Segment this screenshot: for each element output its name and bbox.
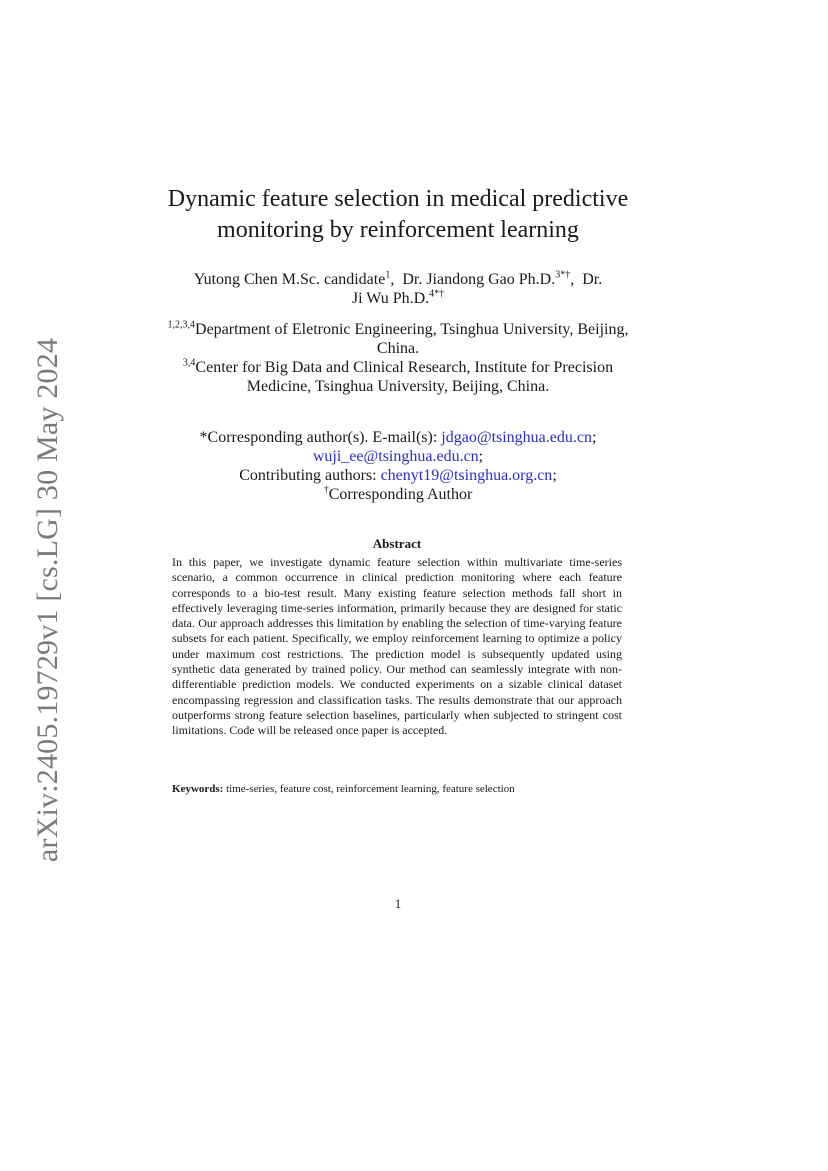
affiliation-1-text: Department of Eletronic Engineering, Tsinghua University, Beijing, China. xyxy=(195,321,629,357)
dagger-note: Corresponding Author xyxy=(328,486,473,503)
correspondence-line-3: Contributing authors: chenyt19@tsinghua.org.cn; xyxy=(239,467,557,484)
affiliation-2-text: Center for Big Data and Clinical Research, Institute for Precision Medicine, Tsinghua University, Beijing, China. xyxy=(195,359,614,395)
page-number: 1 xyxy=(394,896,402,911)
author-3-name: Ji Wu Ph.D. xyxy=(351,290,430,307)
paper-title xyxy=(130,184,666,246)
author-3-affil-mark: 4*† xyxy=(429,288,445,300)
contributing-authors-label: Contributing authors: xyxy=(239,467,377,484)
affiliation-list xyxy=(150,320,646,396)
keywords-text: time-series, feature cost, reinforcement learning, feature selection xyxy=(226,783,515,795)
abstract-heading: Abstract xyxy=(372,536,422,551)
keywords-line xyxy=(172,782,622,797)
correspondence-line-2: wuji_ee@tsinghua.edu.cn; xyxy=(312,448,484,465)
paper-title-line-2: monitoring by reinforcement learning xyxy=(217,217,579,243)
correspondence-label: *Corresponding author(s). E-mail(s): xyxy=(199,429,438,446)
affiliation-1 xyxy=(150,320,646,358)
affiliation-2-mark: 3,4 xyxy=(182,357,196,369)
correspondence-block xyxy=(150,428,646,504)
affiliation-1-mark: 1,2,3,4 xyxy=(167,319,196,331)
email-link-wuji[interactable]: wuji_ee@tsinghua.edu.cn xyxy=(312,448,479,465)
author-list: Yutong Chen M.Sc. candidate$^1$, Dr. Jiandong Gao Ph.D.$^{3*\dagger}$, Dr. Ji Wu Ph.D.$^{4*\dagger}$ xyxy=(193,269,603,307)
correspondence-line-4 xyxy=(150,485,646,504)
author-1-affil-mark: 1 xyxy=(385,269,391,281)
abstract-body: In this paper, we investigate dynamic feature selection within multivariate time-series scenario, a common occurrence in clinical prediction monitoring where each feature corresponds to a bio-test result. Many existing feature selection methods fall short in effectively leveraging time-series information, primarily because they are designed for static data. Our approach addresses this limitation by enabling the selection of time-varying feature subsets for each patient. Specifically, we employ reinforcement learning to optimize a policy under maximum cost restrictions. The prediction model is subsequently updated using synthetic data generated by trained policy. Our method can seamlessly integrate with non-differentiable prediction models. We conducted experiments on a sizable clinical dataset encompassing regression and classification tasks. The results demonstrate that our approach outperforms strong feature selection baselines, particularly when subjected to stringent cost limitations. Code will be released once paper is accepted. xyxy=(172,555,622,738)
author-2-name: Dr. Jiandong Gao Ph.D. xyxy=(402,271,556,288)
author-2-affil-mark: 3*† xyxy=(555,269,571,281)
author-3-title: Dr. xyxy=(582,271,603,288)
email-link-jdgao[interactable]: jdgao@tsinghua.edu.cn xyxy=(441,429,592,446)
paper-title-line-1: Dynamic feature selection in medical predictive xyxy=(167,186,629,212)
dagger-mark: † xyxy=(323,484,329,496)
correspondence-line-1: *Corresponding author(s). E-mail(s): jdgao@tsinghua.edu.cn; xyxy=(199,429,597,446)
keywords-label: Keywords: xyxy=(172,783,224,795)
arxiv-identifier-stamp: arXiv:2405.19729v1 [cs.LG] 30 May 2024 xyxy=(31,337,64,863)
author-1-name: Yutong Chen M.Sc. candidate xyxy=(193,271,386,288)
affiliation-2 xyxy=(150,358,646,396)
email-link-chenyt[interactable]: chenyt19@tsinghua.org.cn xyxy=(380,467,553,484)
